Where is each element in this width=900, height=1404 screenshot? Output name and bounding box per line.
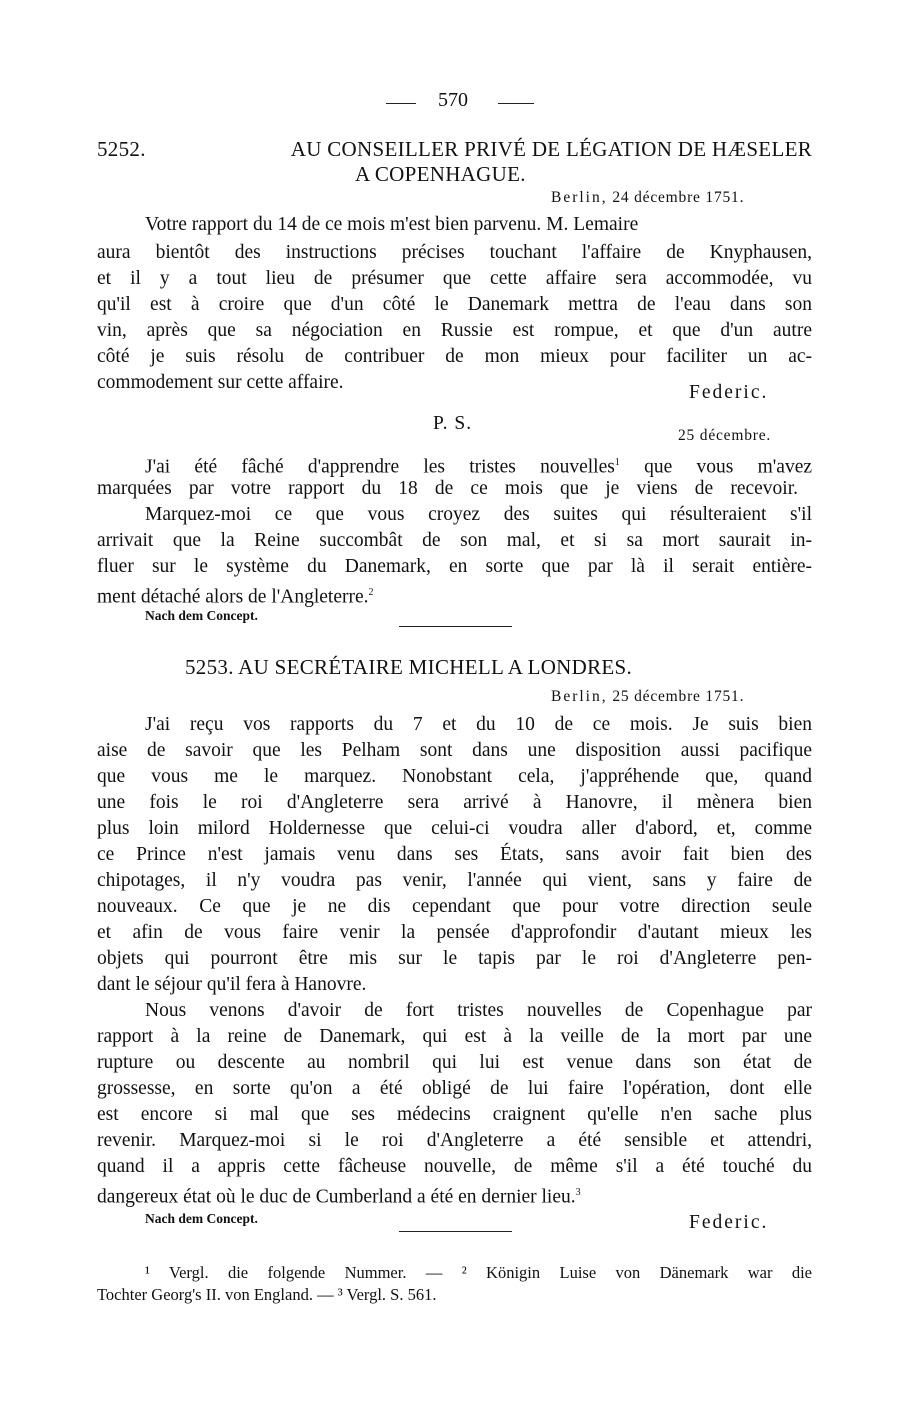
section-divider <box>399 1231 512 1232</box>
letter-number: 5252. <box>97 137 146 161</box>
text-line: revenir. Marquez-moi si le roi d'Angleterre a été sensible et attendri, <box>97 1130 812 1151</box>
date-value: 24 décembre 1751. <box>612 189 745 206</box>
letter-number: 5253. <box>185 655 234 679</box>
letter-heading-5253 <box>185 655 632 680</box>
text-line: grossesse, en sorte qu'on a été obligé de lui faire l'opération, dont elle <box>97 1078 812 1099</box>
text-line: nouveaux. Ce que je ne dis cependant que pour votre direction seule <box>97 896 812 917</box>
date-place: Berlin, <box>551 688 608 705</box>
footnote-line: ¹ Vergl. die folgende Nummer. — ² Königin Luise von Dänemark war die <box>145 1263 812 1282</box>
source-note: Nach dem Concept. <box>145 1211 258 1226</box>
signature: Federic. <box>689 1212 769 1233</box>
text-line: arrivait que la Reine succombât de son mal, et si sa mort saurait in- <box>97 530 812 551</box>
text-line: rupture ou descente au nombril qui lui est venue dans son état de <box>97 1052 812 1073</box>
date-place: Berlin, <box>551 189 608 206</box>
text-line: objets qui pourront être mis sur le tapis par le roi d'Angleterre pen- <box>97 948 812 969</box>
letter-title-line2: A COPENHAGUE. <box>355 162 526 186</box>
footnote-ref: 2 <box>368 587 374 598</box>
letter-title: AU SECRÉTAIRE MICHELL A LONDRES. <box>238 655 633 679</box>
text-line: marquées par votre rapport du 18 de ce mois que je viens de recevoir. <box>97 478 798 499</box>
text-line: J'ai reçu vos rapports du 7 et du 10 de ce mois. Je suis bien <box>145 714 812 735</box>
text-line: Nous venons d'avoir de fort tristes nouvelles de Copenhague par <box>145 1000 812 1021</box>
header-rule-left <box>386 103 416 104</box>
text-line: qu'il est à croire que d'un côté le Danemark mettra de l'eau dans son <box>97 294 812 315</box>
letter-date <box>551 688 744 706</box>
footnote-line: Tochter Georg's II. von England. — ³ Vergl. S. 561. <box>97 1285 437 1304</box>
text-line: dant le séjour qu'il fera à Hanovre. <box>97 974 367 995</box>
text-line: quand il a appris cette fâcheuse nouvelle, de même s'il a été touché du <box>97 1156 812 1177</box>
footnote-ref: 3 <box>575 1187 581 1198</box>
date-value: 25 décembre 1751. <box>612 688 745 705</box>
footnote-ref: 1 <box>614 457 620 468</box>
text-line: Marquez-moi ce que vous croyez des suites qui résulteraient s'il <box>145 504 812 525</box>
source-note: Nach dem Concept. <box>145 608 258 623</box>
text-line: et il y a tout lieu de présumer que cette affaire sera accommodée, vu <box>97 268 812 289</box>
text-line: commodement sur cette affaire. <box>97 372 344 393</box>
text-line: chipotages, il n'y voudra pas venir, l'année qui vient, sans y faire de <box>97 870 812 891</box>
text-line-content: Votre rapport du 14 de ce mois m'est bien parvenu. M. Lemaire <box>145 214 639 235</box>
text-line: que vous me le marquez. Nonobstant cela, j'appréhende que, quand <box>97 766 812 787</box>
text-line: aura bientôt des instructions précises touchant l'affaire de Knyphausen, <box>97 242 812 263</box>
text-line <box>145 212 812 238</box>
text-line: et afin de vous faire venir la pensée d'approfondir d'autant mieux les <box>97 922 812 943</box>
text-line-content: dangereux état où le duc de Cumberland a été en dernier lieu. <box>97 1186 576 1208</box>
text-line-content: que vous m'avez <box>644 456 813 478</box>
letter-heading-5252 <box>97 137 812 162</box>
section-divider <box>399 626 512 627</box>
text-line: aise de savoir que les Pelham sont dans une disposition aussi pacifique <box>97 740 812 761</box>
text-line-content: J'ai été fâché d'apprendre les tristes nouvelles <box>145 456 615 478</box>
text-line: une fois le roi d'Angleterre sera arrivé à Hanovre, il mènera bien <box>97 792 812 813</box>
text-line: côté je suis résolu de contribuer de mon mieux pour faciliter un ac- <box>97 346 812 367</box>
text-line-content: ment détaché alors de l'Angleterre. <box>97 586 369 608</box>
letter-date <box>551 189 744 207</box>
page-number: 570 <box>438 89 468 111</box>
ps-date: 25 décembre. <box>678 427 772 444</box>
text-line: est encore si mal que ses médecins craignent qu'elle n'en sache plus <box>97 1104 812 1125</box>
ps-label: P. S. <box>433 413 473 434</box>
header-rule-right <box>498 103 534 104</box>
text-line: plus loin milord Holdernesse que celui-ci voudra aller d'abord, et, comme <box>97 818 812 839</box>
letter-title-line1: AU CONSEILLER PRIVÉ DE LÉGATION DE HÆSELER <box>290 137 812 161</box>
text-line: rapport à la reine de Danemark, qui est à la veille de la mort par une <box>97 1026 812 1047</box>
text-line: vin, après que sa négociation en Russie est rompue, et que d'un autre <box>97 320 812 341</box>
text-line <box>97 580 374 611</box>
text-line: fluer sur le système du Danemark, en sorte que par là il serait entière- <box>97 556 812 577</box>
signature: Federic. <box>689 382 769 403</box>
text-line: ce Prince n'est jamais venu dans ses États, sans avoir fait bien des <box>97 844 812 865</box>
text-line <box>97 1180 581 1211</box>
